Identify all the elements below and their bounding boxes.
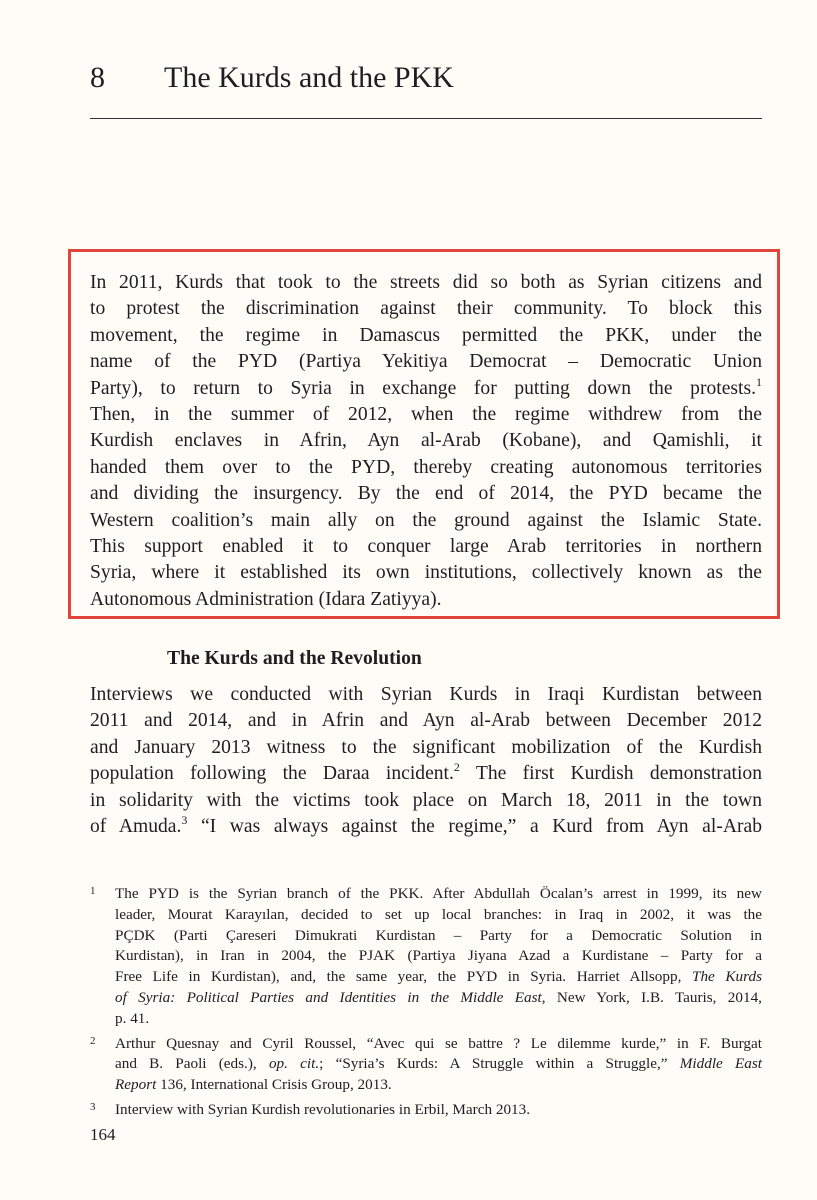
header-rule — [90, 118, 762, 119]
text-line: movement, the regime in Damascus permitted the PKK, under the — [90, 324, 762, 346]
footnote-line: Free Life in Kurdistan), and, the same year, the PYD in Syria. Harriet Allsopp, The Kurds — [115, 968, 762, 986]
page-number: 164 — [90, 1125, 116, 1144]
text-line: Autonomous Administration (Idara Zatiyya). — [90, 588, 442, 610]
footnote-1 — [90, 884, 762, 1030]
text-line: and January 2013 witness to the significant mobilization of the Kurdish — [90, 736, 762, 758]
text-line: Syria, where it established its own institutions, collectively known as the — [90, 562, 762, 584]
footnotes — [90, 884, 762, 1121]
text-line: Western coalition’s main ally on the ground against the Islamic State. — [90, 509, 762, 531]
text-line: This support enabled it to conquer large Arab territories in northern — [90, 535, 762, 557]
book-title: The Kurds — [692, 968, 762, 986]
text-line: name of the PYD (Partiya Yekitiya Democrat – Democratic Union — [90, 351, 762, 373]
text-line: population following the Daraa incident.$^2$ The first Kurdish demonstration — [90, 760, 763, 785]
footnote-ref: 3 — [181, 812, 188, 827]
journal-title: Middle East — [679, 1055, 763, 1073]
text-line: handed them over to the PYD, thereby creating autonomous territories — [90, 456, 762, 478]
footnote-line: of Syria: Political Parties and Identities in the Middle East, New York, I.B. Tauris, 2014, — [115, 988, 762, 1006]
text-line: Kurdish enclaves in Afrin, Ayn al-Arab (Kobane), and Qamishli, it — [90, 430, 762, 452]
footnote-3 — [90, 1100, 762, 1121]
footnote-line: Report 136, International Crisis Group, 2013. — [115, 1076, 392, 1094]
text-line: to protest the discrimination against their community. To block this — [90, 298, 762, 320]
running-head — [90, 58, 454, 98]
footnote-ref: 1 — [756, 374, 762, 389]
section-heading: The Kurds and the Revolution — [167, 648, 422, 669]
footnote-line: p. 41. — [115, 1009, 150, 1027]
footnote-mark: 1 — [90, 885, 96, 897]
text-line: In 2011, Kurds that took to the streets did so both as Syrian citizens and — [90, 272, 762, 293]
footnote-line: and B. Paoli (eds.), op. cit.; “Syria’s Kurds: A Struggle within a Struggle,” Middle East — [115, 1055, 763, 1073]
book-title: of Syria: Political Parties and Identities in the Middle East — [115, 988, 542, 1006]
latin-abbrev: op. cit. — [268, 1055, 320, 1073]
footnote-line: Arthur Quesnay and Cyril Roussel, “Avec qui se battre ? Le dilemme kurde,” in F. Burgat — [115, 1034, 762, 1052]
footnote-mark: 3 — [90, 1100, 96, 1113]
chapter-number: 8 — [90, 61, 105, 94]
footnote-line: PÇDK (Parti Çareseri Dimukrati Kurdistan – Party for a Democratic Solution in — [115, 926, 762, 944]
footnote-mark: 2 — [90, 1034, 96, 1047]
footnote-line: The PYD is the Syrian branch of the PKK. After Abdullah Öcalan’s arrest in 1999, its new — [115, 885, 762, 902]
journal-title: Report — [115, 1076, 157, 1094]
text-line: Interviews we conducted with Syrian Kurds in Iraqi Kurdistan between — [90, 684, 762, 705]
footnote-2 — [90, 1034, 762, 1096]
chapter-title: The Kurds and the PKK — [164, 61, 454, 94]
text-line: and dividing the insurgency. By the end of 2014, the PYD became the — [90, 483, 762, 505]
body-paragraph — [90, 682, 762, 840]
text-line: Then, in the summer of 2012, when the regime withdrew from the — [90, 403, 762, 425]
footnote-line: Interview with Syrian Kurdish revolutionaries in Erbil, March 2013. — [115, 1100, 531, 1118]
footnote-ref: 2 — [453, 760, 460, 775]
footnote-line: leader, Mourat Karayılan, decided to set up local branches: in Iraq in 2002, it was the — [115, 905, 762, 923]
text-line: Party), to return to Syria in exchange for putting down the protests.$^1$ — [90, 374, 762, 399]
text-line: 2011 and 2014, and in Afrin and Ayn al-Arab between December 2012 — [90, 710, 762, 732]
highlighted-paragraph — [90, 270, 762, 613]
text-line: of Amuda.$^3$ “I was always against the regime,” a Kurd from Ayn al-Arab — [90, 812, 762, 837]
footnote-line: Kurdistan), in Iran in 2004, the PJAK (Partiya Jiyana Azad a Kurdistane – Party for a — [115, 947, 762, 965]
text-line: in solidarity with the victims took place on March 18, 2011 in the town — [90, 789, 762, 811]
